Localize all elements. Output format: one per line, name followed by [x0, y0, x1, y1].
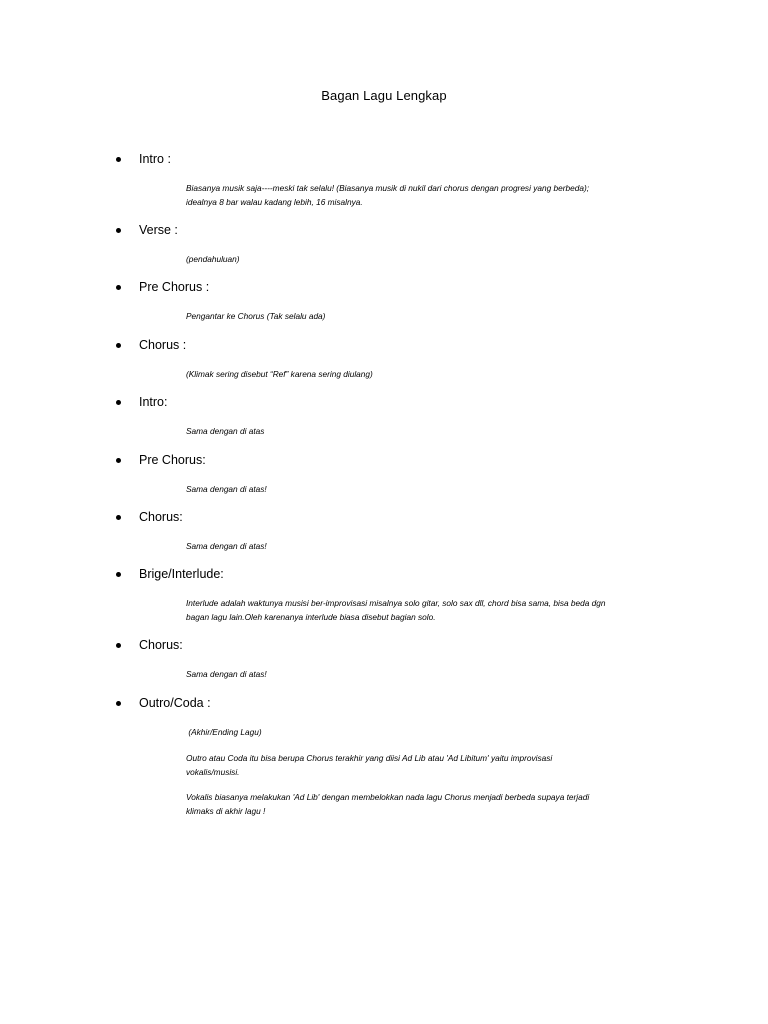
- bullet-icon: [116, 285, 121, 290]
- section-description: Sama dengan di atas!: [186, 669, 267, 679]
- section-description: Biasanya musik saja----meski tak selalu! (Biasanya musik di nukil dari chorus dengan progresi yang berbeda); idealnya 8 bar walau kadang lebih, 16 misalnya.: [186, 183, 590, 207]
- section-description: Interlude adalah waktunya musisi ber-improvisasi misalnya solo gitar, solo sax dll, chord bisa sama, bisa beda dgn bagan lagu lain.Oleh karenanya interlude biasa disebut bagian solo.: [186, 598, 606, 622]
- bullet-icon: [116, 400, 121, 405]
- section-description: Vokalis biasanya melakukan 'Ad Lib' dengan membelokkan nada lagu Chorus menjadi berbeda supaya terjadi klimaks di akhir lagu !: [186, 792, 590, 816]
- document-title: Bagan Lagu Lengkap: [321, 88, 447, 103]
- section-description: Pengantar ke Chorus (Tak selalu ada): [186, 311, 326, 321]
- section-heading: Chorus:: [139, 638, 183, 652]
- section-heading: Intro :: [139, 152, 171, 166]
- section-heading: Outro/Coda :: [139, 696, 211, 710]
- section-description: Sama dengan di atas: [186, 426, 265, 436]
- section-heading: Pre Chorus :: [139, 280, 210, 294]
- bullet-icon: [116, 458, 121, 463]
- bullet-icon: [116, 515, 121, 520]
- bullet-icon: [116, 643, 121, 648]
- section-description: Outro atau Coda itu bisa berupa Chorus terakhir yang diisi Ad Lib atau 'Ad Libitum' yaitu improvisasi vokalis/musisi.: [186, 753, 553, 777]
- section-heading: Pre Chorus:: [139, 453, 206, 467]
- section-heading: Chorus :: [139, 338, 187, 352]
- section-heading: Chorus:: [139, 510, 183, 524]
- bullet-icon: [116, 701, 121, 706]
- bullet-icon: [116, 572, 121, 577]
- bullet-icon: [116, 228, 121, 233]
- section-description: Sama dengan di atas!: [186, 541, 267, 551]
- section-description: Sama dengan di atas!: [186, 484, 267, 494]
- bullet-icon: [116, 157, 121, 162]
- section-description: (pendahuluan): [186, 254, 240, 264]
- section-heading: Brige/Interlude:: [139, 567, 224, 581]
- section-description: (Klimak sering disebut “Ref” karena sering diulang): [186, 369, 373, 379]
- section-description: (Akhir/Ending Lagu): [186, 727, 262, 737]
- bullet-icon: [116, 343, 121, 348]
- section-heading: Verse :: [139, 223, 178, 237]
- section-heading: Intro:: [139, 395, 168, 409]
